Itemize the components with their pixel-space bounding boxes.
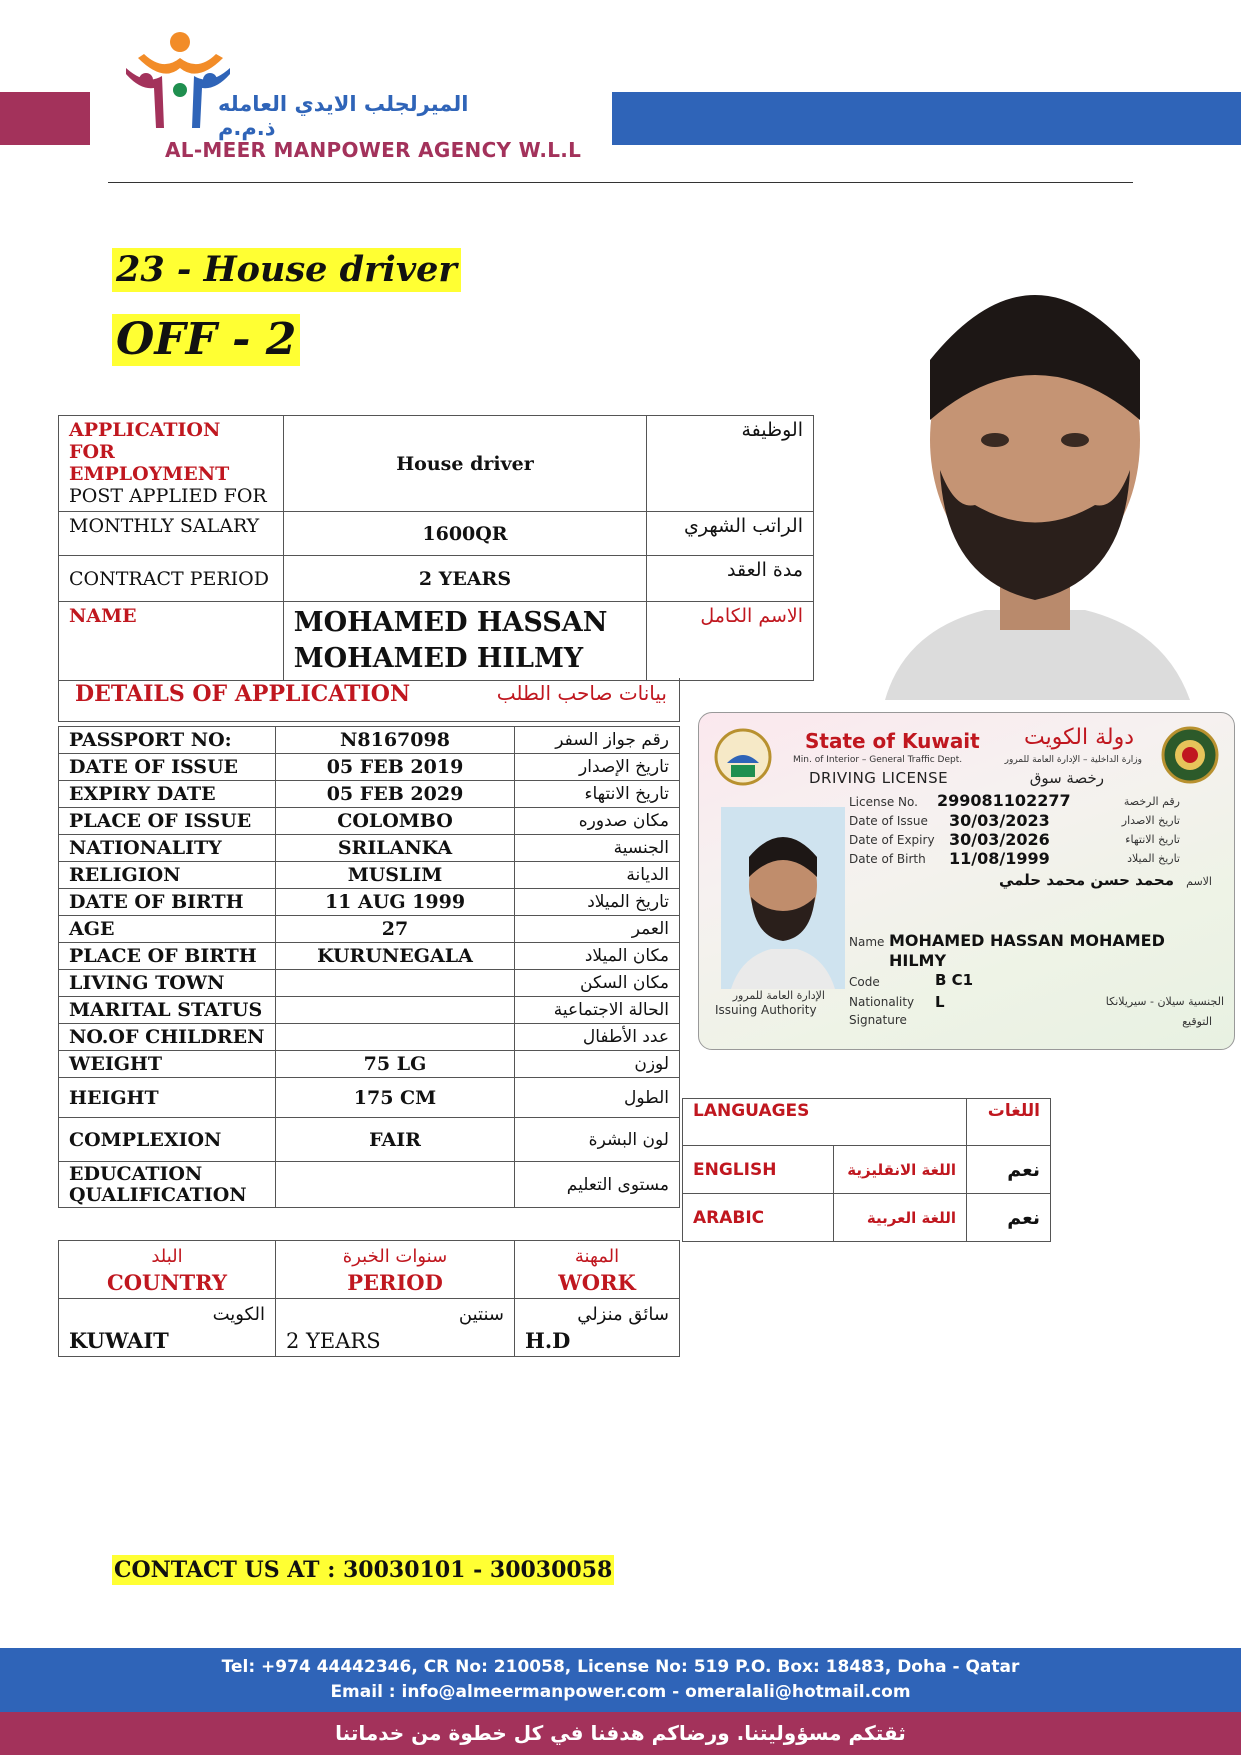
header-divider bbox=[108, 182, 1133, 183]
languages-table bbox=[682, 1098, 1051, 1242]
license-ministry-ar: وزارة الداخلية – الإدارة العامة للمرور bbox=[1004, 755, 1142, 765]
detail-row bbox=[59, 997, 680, 1024]
detail-label: AGE bbox=[59, 916, 276, 943]
kuwait-emblem-icon bbox=[713, 727, 773, 787]
experience-period: 2 YEARS bbox=[286, 1328, 381, 1353]
detail-value: 05 FEB 2029 bbox=[276, 781, 515, 808]
language-name: ENGLISH bbox=[683, 1146, 834, 1194]
detail-label: PLACE OF BIRTH bbox=[59, 943, 276, 970]
language-answer: نعم bbox=[967, 1146, 1051, 1194]
detail-label-arabic: الطول bbox=[515, 1078, 680, 1118]
detail-row bbox=[59, 1118, 680, 1162]
detail-value: 05 FEB 2019 bbox=[276, 754, 515, 781]
detail-label: COMPLEXION bbox=[59, 1118, 276, 1162]
detail-label-arabic: لون البشرة bbox=[515, 1118, 680, 1162]
detail-row bbox=[59, 889, 680, 916]
license-authority-en: Issuing Authority bbox=[715, 1003, 817, 1017]
detail-row bbox=[59, 970, 680, 997]
detail-value: 175 CM bbox=[276, 1078, 515, 1118]
application-label-3: EMPLOYMENT bbox=[69, 463, 230, 485]
license-name-label: Name bbox=[849, 935, 885, 949]
work-header: WORK bbox=[558, 1269, 636, 1295]
detail-label: LIVING TOWN bbox=[59, 970, 276, 997]
experience-period-arabic: سنتين bbox=[458, 1303, 504, 1325]
application-label-2: FOR bbox=[69, 441, 115, 463]
detail-label-arabic: رقم جواز السفر bbox=[515, 727, 680, 754]
detail-label-arabic: مكان الميلاد bbox=[515, 943, 680, 970]
salary-value: 1600QR bbox=[283, 512, 647, 556]
detail-label: DATE OF BIRTH bbox=[59, 889, 276, 916]
footer-line-2: Email : info@almeermanpower.com - omeralali@hotmail.com bbox=[330, 1682, 911, 1702]
details-heading-arabic: بيانات صاحب الطلب bbox=[496, 681, 667, 705]
detail-value: N8167098 bbox=[276, 727, 515, 754]
license-no-arabic: رقم الرخصة bbox=[1123, 795, 1180, 808]
detail-value: 27 bbox=[276, 916, 515, 943]
post-applied-label: POST APPLIED FOR bbox=[69, 485, 267, 507]
detail-value: KURUNEGALA bbox=[276, 943, 515, 970]
name-line-1: MOHAMED HASSAN bbox=[293, 607, 608, 638]
language-name-arabic: اللغة الانقليزية bbox=[834, 1146, 967, 1194]
salary-arabic: الراتب الشهري bbox=[647, 512, 814, 556]
country-header: COUNTRY bbox=[107, 1269, 227, 1295]
company-name-arabic: الميرلجلب الايدي العامله ذ.م.م bbox=[218, 92, 469, 140]
detail-row bbox=[59, 862, 680, 889]
experience-country-arabic: الكويت bbox=[212, 1303, 265, 1325]
detail-row bbox=[59, 1078, 680, 1118]
detail-label: PLACE OF ISSUE bbox=[59, 808, 276, 835]
license-expiry-value: 30/03/2026 bbox=[949, 830, 1050, 849]
salary-label: MONTHLY SALARY bbox=[59, 512, 284, 556]
driving-license-card bbox=[698, 712, 1235, 1050]
license-type-ar: رخصة سوق bbox=[1029, 769, 1104, 787]
detail-row bbox=[59, 1024, 680, 1051]
detail-label: NATIONALITY bbox=[59, 835, 276, 862]
detail-row bbox=[59, 1162, 680, 1208]
license-ministry-en: Min. of Interior – General Traffic Dept. bbox=[793, 755, 963, 765]
license-authority-arabic: الإدارة العامة للمرور bbox=[732, 989, 825, 1002]
license-nationality-arabic: الجنسية سيلان - سيريلانكا bbox=[1105, 995, 1224, 1008]
detail-label: EXPIRY DATE bbox=[59, 781, 276, 808]
license-signature-arabic: التوقيع bbox=[1182, 1015, 1212, 1028]
license-expiry-arabic: تاريخ الانتهاء bbox=[1125, 833, 1180, 846]
license-nationality-label: Nationality bbox=[849, 995, 915, 1009]
period-header-arabic: سنوات الخبرة bbox=[342, 1245, 448, 1267]
detail-row bbox=[59, 727, 680, 754]
header-bar-left bbox=[0, 92, 90, 145]
details-table bbox=[58, 726, 680, 1208]
license-photo bbox=[721, 807, 845, 989]
detail-label-arabic: مكان السكن bbox=[515, 970, 680, 997]
detail-row bbox=[59, 1051, 680, 1078]
license-no-label: License No. bbox=[849, 795, 918, 809]
license-expiry-label: Date of Expiry bbox=[849, 833, 935, 847]
license-birth-arabic: تاريخ الميلاد bbox=[1127, 852, 1180, 865]
license-signature-label: Signature bbox=[849, 1013, 907, 1027]
detail-value: 11 AUG 1999 bbox=[276, 889, 515, 916]
detail-label: WEIGHT bbox=[59, 1051, 276, 1078]
license-issue-arabic: تاريخ الاصدار bbox=[1121, 814, 1180, 827]
detail-value: SRILANKA bbox=[276, 835, 515, 862]
detail-label: NO.OF CHILDREN bbox=[59, 1024, 276, 1051]
languages-heading-arabic: اللغات bbox=[967, 1099, 1051, 1146]
education-label-2: QUALIFICATION bbox=[69, 1183, 247, 1206]
contract-label: CONTRACT PERIOD bbox=[59, 556, 284, 602]
name-arabic: الاسم الكامل bbox=[647, 602, 814, 681]
contract-value: 2 YEARS bbox=[283, 556, 647, 602]
detail-label-arabic: تاريخ الإصدار bbox=[515, 754, 680, 781]
education-label-1: EDUCATION bbox=[69, 1162, 203, 1185]
detail-value bbox=[276, 1162, 515, 1208]
experience-work: H.D bbox=[525, 1327, 571, 1353]
license-issue-label: Date of Issue bbox=[849, 814, 928, 828]
applicant-photo bbox=[845, 210, 1225, 700]
license-birth-label: Date of Birth bbox=[849, 852, 926, 866]
detail-value: 75 LG bbox=[276, 1051, 515, 1078]
license-issue-value: 30/03/2023 bbox=[949, 811, 1050, 830]
footer-line-1: Tel: +974 44442346, CR No: 210058, License No: 519 P.O. Box: 18483, Doha - Qatar bbox=[221, 1657, 1020, 1677]
post-applied-arabic: الوظيفة bbox=[647, 416, 814, 512]
language-name: ARABIC bbox=[683, 1194, 834, 1242]
details-heading: DETAILS OF APPLICATION bbox=[75, 681, 411, 707]
detail-label: HEIGHT bbox=[59, 1078, 276, 1118]
detail-label: MARITAL STATUS bbox=[59, 997, 276, 1024]
contact-line: CONTACT US AT : 30030101 - 30030058 bbox=[114, 1557, 613, 1583]
off-title: OFF - 2 bbox=[112, 314, 300, 366]
detail-value bbox=[276, 970, 515, 997]
experience-work-arabic: سائق منزلي bbox=[577, 1303, 669, 1325]
post-applied-value: House driver bbox=[283, 416, 647, 512]
details-heading-box bbox=[58, 678, 680, 722]
detail-label: DATE OF ISSUE bbox=[59, 754, 276, 781]
period-header: PERIOD bbox=[347, 1269, 443, 1295]
application-table bbox=[58, 415, 814, 681]
detail-value: MUSLIM bbox=[276, 862, 515, 889]
job-title: 23 - House driver bbox=[112, 248, 461, 292]
application-label-1: APPLICATION bbox=[69, 419, 221, 441]
license-name-line-2: HILMY bbox=[889, 951, 947, 970]
gcc-emblem-icon bbox=[1160, 725, 1220, 785]
license-name-arabic: محمد حسن محمد حلمي bbox=[998, 871, 1174, 889]
country-header-arabic: البلد bbox=[151, 1245, 183, 1267]
detail-label-arabic: تاريخ الميلاد bbox=[515, 889, 680, 916]
detail-value bbox=[276, 997, 515, 1024]
detail-label-arabic: تاريخ الانتهاء bbox=[515, 781, 680, 808]
header-bar-right bbox=[612, 92, 1241, 145]
detail-label-arabic: الجنسية bbox=[515, 835, 680, 862]
license-type-en: DRIVING LICENSE bbox=[809, 769, 949, 787]
footer-slogan: ثقتكم مسؤوليتنا. ورضاكم هدفنا في كل خطوة من خدماتنا bbox=[0, 1712, 1241, 1755]
detail-label-arabic: الحالة الاجتماعية bbox=[515, 997, 680, 1024]
contract-arabic: مدة العقد bbox=[647, 556, 814, 602]
license-name-line-1: MOHAMED HASSAN MOHAMED bbox=[889, 931, 1165, 950]
detail-label: RELIGION bbox=[59, 862, 276, 889]
license-state-en: State of Kuwait bbox=[805, 729, 980, 753]
detail-row bbox=[59, 916, 680, 943]
detail-label-arabic: مستوى التعليم bbox=[515, 1162, 680, 1208]
detail-row bbox=[59, 835, 680, 862]
license-code-label: Code bbox=[849, 975, 880, 989]
experience-country: KUWAIT bbox=[69, 1327, 169, 1353]
detail-label-arabic: العمر bbox=[515, 916, 680, 943]
detail-label-arabic: الديانة bbox=[515, 862, 680, 889]
license-state-ar: دولة الكويت bbox=[1024, 725, 1134, 750]
detail-row bbox=[59, 943, 680, 970]
languages-heading: LANGUAGES bbox=[683, 1099, 967, 1146]
footer-info bbox=[0, 1648, 1241, 1712]
detail-row bbox=[59, 781, 680, 808]
work-header-arabic: المهنة bbox=[574, 1245, 620, 1267]
detail-label-arabic: مكان صدوره bbox=[515, 808, 680, 835]
detail-value bbox=[276, 1024, 515, 1051]
detail-label-arabic: لوزن bbox=[515, 1051, 680, 1078]
detail-label-arabic: عدد الأطفال bbox=[515, 1024, 680, 1051]
license-name-ar-label: الاسم bbox=[1186, 875, 1212, 888]
license-nationality-code: L bbox=[935, 993, 945, 1011]
detail-value: COLOMBO bbox=[276, 808, 515, 835]
language-answer: نعم bbox=[967, 1194, 1051, 1242]
name-line-2: MOHAMED HILMY bbox=[293, 643, 584, 674]
company-name-english: AL-MEER MANPOWER AGENCY W.L.L bbox=[165, 138, 582, 162]
experience-table bbox=[58, 1240, 680, 1357]
detail-value: FAIR bbox=[276, 1118, 515, 1162]
detail-row bbox=[59, 754, 680, 781]
license-no-value: 299081102277 bbox=[937, 791, 1071, 810]
name-label: NAME bbox=[59, 602, 284, 681]
license-birth-value: 11/08/1999 bbox=[949, 849, 1050, 868]
detail-row bbox=[59, 808, 680, 835]
detail-label bbox=[59, 1162, 276, 1208]
detail-label: PASSPORT NO: bbox=[59, 727, 276, 754]
license-code-value: B C1 bbox=[935, 971, 974, 989]
language-name-arabic: اللغة العربية bbox=[834, 1194, 967, 1242]
